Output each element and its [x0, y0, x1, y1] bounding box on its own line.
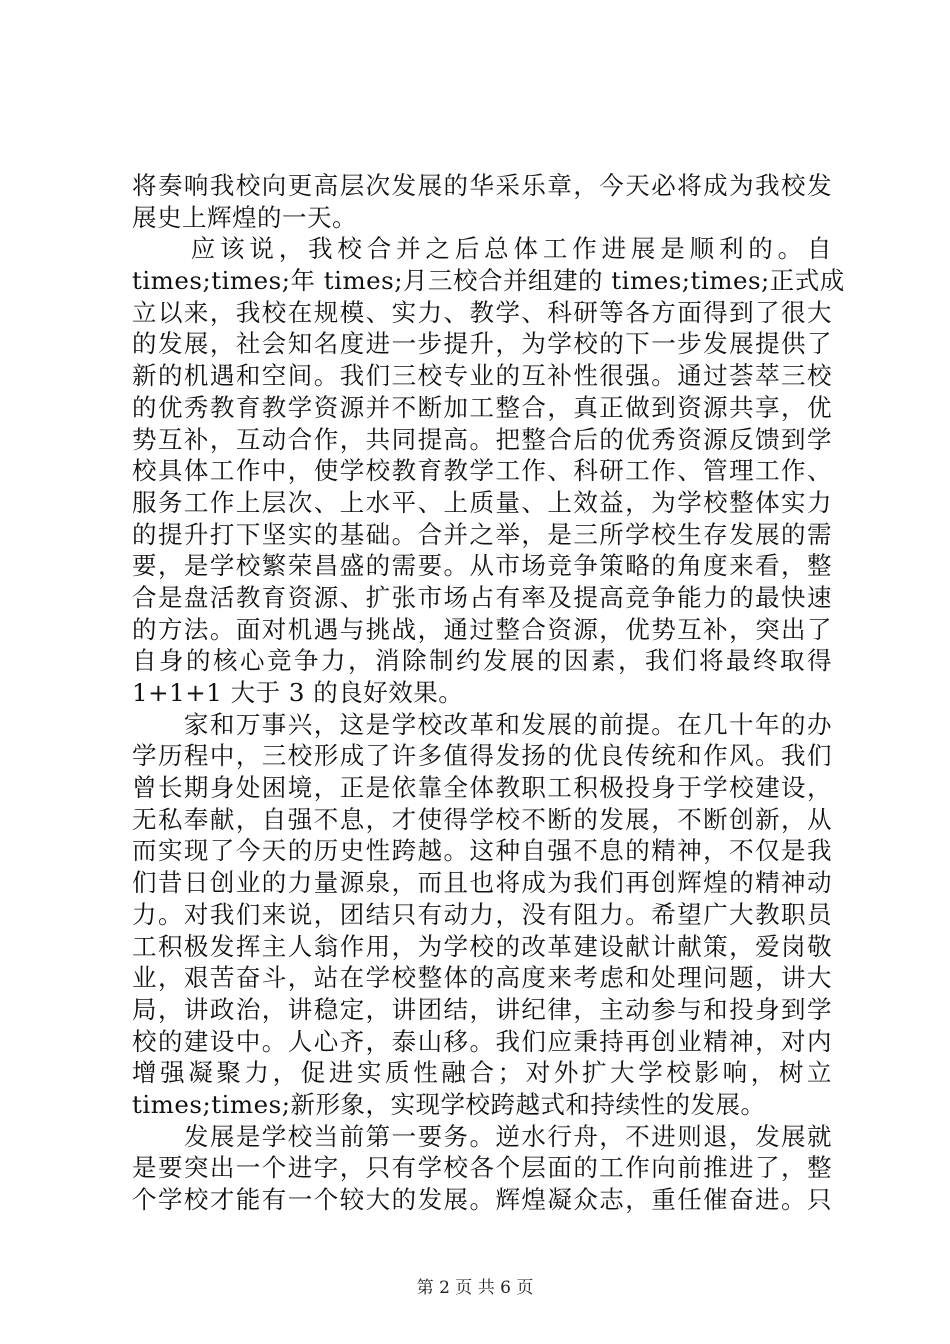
- text-line: 增强凝聚力，促进实质性融合；对外扩大学校影响，树立: [132, 1058, 832, 1088]
- text-line: 发展是学校当前第一要务。逆水行舟，不进则退，发展就: [132, 1121, 832, 1151]
- text-line: 的优秀教育教学资源并不断加工整合，真正做到资源共享，优: [132, 392, 832, 422]
- text-line: 工积极发挥主人翁作用，为学校的改革建设献计献策，爱岗敬: [132, 931, 832, 961]
- text-line: 力。对我们来说，团结只有动力，没有阻力。希望广大教职员: [132, 899, 832, 929]
- text-line: 应该说，我校合并之后总体工作进展是顺利的。自: [132, 234, 832, 264]
- text-line: 展史上辉煌的一天。: [132, 202, 357, 232]
- text-line: 势互补，互动合作，共同提高。把整合后的优秀资源反馈到学: [132, 424, 832, 454]
- text-line: 的方法。面对机遇与挑战，通过整合资源，优势互补，突出了: [132, 614, 832, 644]
- document-body: [132, 170, 845, 1216]
- text-line: 而实现了今天的历史性跨越。这种自强不息的精神，不仅是我: [132, 836, 832, 866]
- text-line: 立以来，我校在规模、实力、教学、科研等各方面得到了很大: [132, 297, 832, 327]
- text-line: 要，是学校繁荣昌盛的需要。从市场竞争策略的角度来看，整: [132, 551, 832, 581]
- text-line: 们昔日创业的力量源泉，而且也将成为我们再创辉煌的精神动: [132, 868, 832, 898]
- text-line: 是要突出一个进字，只有学校各个层面的工作向前推进了，整: [132, 1153, 832, 1183]
- text-line: 校的建设中。人心齐，泰山移。我们应秉持再创业精神，对内: [132, 1026, 832, 1056]
- text-line: 个学校才能有一个较大的发展。辉煌凝众志，重任催奋进。只: [132, 1185, 832, 1214]
- text-line: times;times;新形象，实现学校跨越式和持续性的发展。: [132, 1089, 766, 1119]
- text-line: 家和万事兴，这是学校改革和发展的前提。在几十年的办: [132, 709, 832, 739]
- text-line: 自身的核心竞争力，消除制约发展的因素，我们将最终取得: [132, 646, 832, 676]
- text-line: 1+1+1 大于 3 的良好效果。: [132, 678, 464, 707]
- page-footer: 第 2 页 共 6 页: [416, 1278, 534, 1298]
- text-line: times;times;年 times;月三校合并组建的 times;times;正式成: [132, 266, 845, 296]
- text-line: 的发展，社会知名度进一步提升，为学校的下一步发展提供了: [132, 329, 832, 359]
- text-line: 将奏响我校向更高层次发展的华采乐章，今天必将成为我校发: [132, 171, 832, 200]
- text-line: 局，讲政治，讲稳定，讲团结，讲纪律，主动参与和投身到学: [132, 994, 832, 1024]
- text-line: 新的机遇和空间。我们三校专业的互补性很强。通过荟萃三校: [132, 361, 832, 391]
- text-line: 业，艰苦奋斗，站在学校整体的高度来考虑和处理问题，讲大: [132, 963, 832, 993]
- text-line: 学历程中，三校形成了许多值得发扬的优良传统和作风。我们: [132, 741, 832, 771]
- text-line: 的提升打下坚实的基础。合并之举，是三所学校生存发展的需: [132, 519, 832, 549]
- text-line: 服务工作上层次、上水平、上质量、上效益，为学校整体实力: [132, 487, 832, 517]
- text-line: 校具体工作中，使学校教育教学工作、科研工作、管理工作、: [132, 456, 832, 486]
- text-line: 无私奉献，自强不息，才使得学校不断的发展，不断创新，从: [132, 804, 832, 834]
- text-line: 曾长期身处困境，正是依靠全体教职工积极投身于学校建设，: [132, 773, 832, 803]
- text-line: 合是盘活教育资源、扩张市场占有率及提高竞争能力的最快速: [132, 582, 832, 612]
